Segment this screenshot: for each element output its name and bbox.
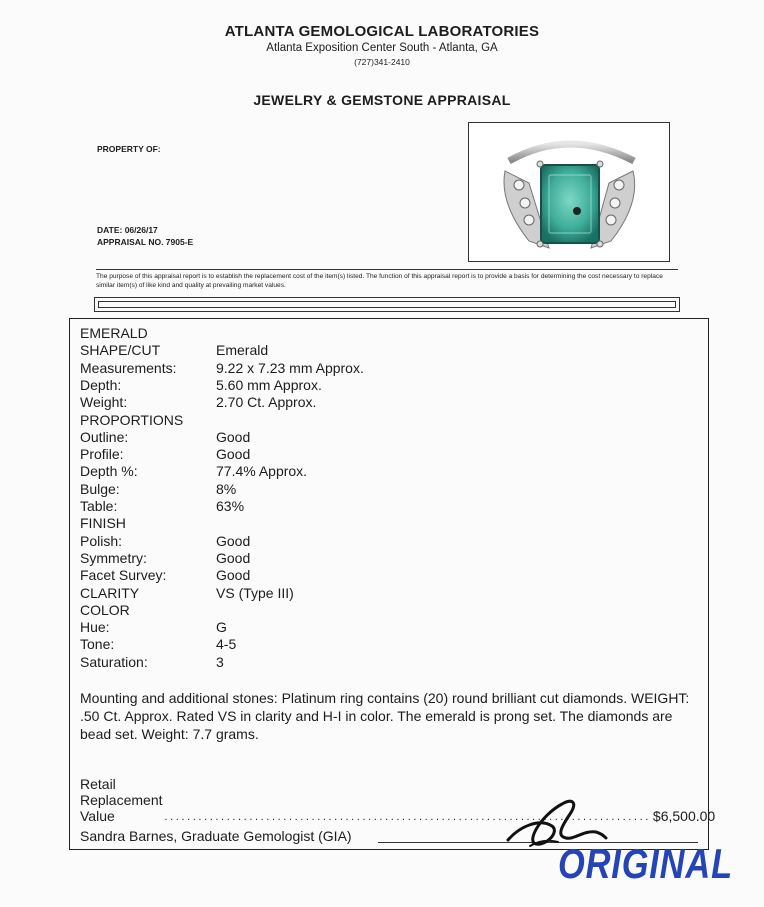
mounting-description: Mounting and additional stones: Platinum ring contains (20) round brilliant cut diamonds. WEIGHT: .50 Ct. Approx. Rated VS in clarity and H-I in color. The emerald is prong set. The diamonds are bead set. Weight: 7.7 grams. <box>80 690 690 742</box>
lab-address: Atlanta Exposition Center South - Atlanta, GA <box>266 42 498 54</box>
appraisal-number: APPRAISAL NO. 7905-E <box>97 237 194 247</box>
retail-amount: $6,500.00 <box>652 808 716 824</box>
spec-value: 9.22 x 7.23 mm Approx. <box>216 360 364 376</box>
spec-value: VS (Type III) <box>216 585 294 601</box>
spec-label: Outline: <box>80 429 129 445</box>
lab-phone: (727)341-2410 <box>354 57 410 67</box>
retail-label: Retail Replacement Value <box>80 776 163 824</box>
spec-value: 77.4% Approx. <box>216 463 308 479</box>
spec-label: PROPORTIONS <box>80 412 184 428</box>
date-line: DATE: 06/26/17 <box>97 225 158 235</box>
ring-photo <box>468 122 670 262</box>
spec-label: Saturation: <box>80 654 148 670</box>
document-title: JEWELRY & GEMSTONE APPRAISAL <box>253 92 511 108</box>
spec-label: Hue: <box>80 619 110 635</box>
purpose-statement: The purpose of this appraisal report is to establish the replacement cost of the item(s) listed. The function of this appraisal report is to provide a basis for determining the cost necessary to replace similar item(s) of like kind and quality at prevailing market values. <box>96 269 678 290</box>
leader-dots: ...................................................................................... <box>164 811 651 823</box>
divider-bar <box>94 297 680 312</box>
spec-label: Measurements: <box>80 360 177 376</box>
spec-label: SHAPE/CUT <box>80 342 161 358</box>
spec-value: Good <box>216 533 251 549</box>
spec-label: Table: <box>80 498 118 514</box>
spec-label: Weight: <box>80 394 128 410</box>
spec-label: COLOR <box>80 602 130 618</box>
spec-value: Good <box>216 550 251 566</box>
spec-value: 3 <box>216 654 224 670</box>
spec-label: Depth: <box>80 377 122 393</box>
original-stamp: ORIGINAL <box>558 840 733 887</box>
spec-label: CLARITY <box>80 585 140 601</box>
spec-value: Good <box>216 446 251 462</box>
spec-value: Emerald <box>216 342 269 358</box>
spec-label: Facet Survey: <box>80 567 167 583</box>
spec-label: Tone: <box>80 636 115 652</box>
property-of-label: PROPERTY OF: <box>97 144 161 154</box>
spec-value: G <box>216 619 227 635</box>
spec-label: Profile: <box>80 446 124 462</box>
spec-label: Depth %: <box>80 463 138 479</box>
appraisal-details-box <box>69 318 709 850</box>
spec-value: Good <box>216 429 251 445</box>
spec-value: 8% <box>216 481 237 497</box>
spec-label: Symmetry: <box>80 550 147 566</box>
spec-label: Polish: <box>80 533 123 549</box>
spec-label: FINISH <box>80 515 126 531</box>
ring-image <box>469 123 669 261</box>
spec-label: EMERALD <box>80 325 148 341</box>
spec-value: 5.60 mm Approx. <box>216 377 322 393</box>
gemologist-signature-line: Sandra Barnes, Graduate Gemologist (GIA) <box>80 828 352 844</box>
spec-value: 4-5 <box>216 636 237 652</box>
lab-name: ATLANTA GEMOLOGICAL LABORATORIES <box>224 23 540 40</box>
spec-value: Good <box>216 567 251 583</box>
spec-value: 63% <box>216 498 245 514</box>
spec-value: 2.70 Ct. Approx. <box>216 394 317 410</box>
spec-label: Bulge: <box>80 481 120 497</box>
